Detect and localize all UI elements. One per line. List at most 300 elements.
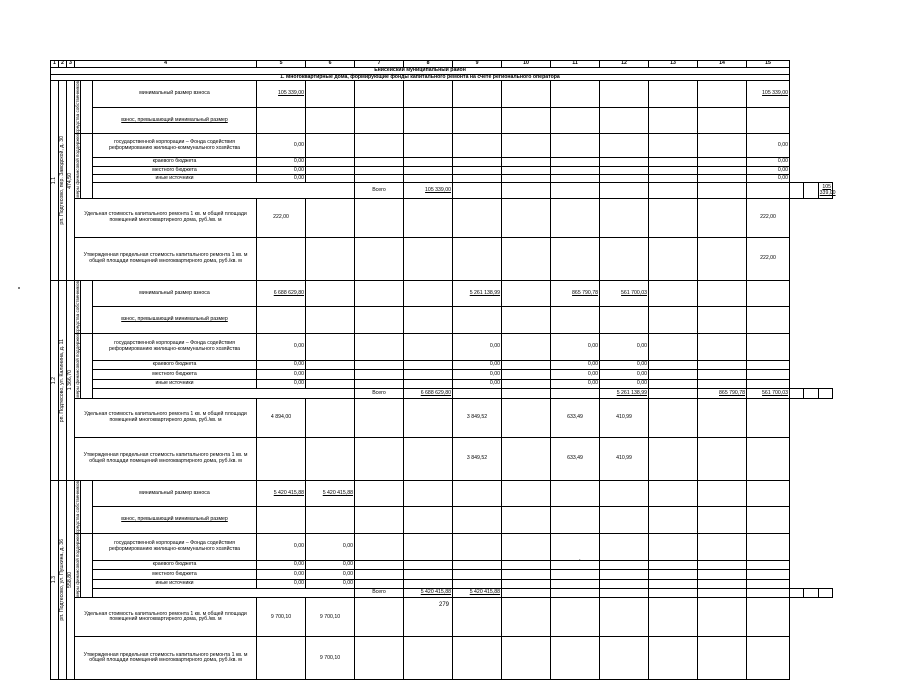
- value-cell: 561 700,03: [600, 280, 649, 307]
- label-cell: Утвержденная предельная стоимость капитального ремонта 1 кв. м общей площади помещений многоквартирного дома, руб./кв. м: [75, 237, 257, 280]
- table-row: [51, 198, 833, 237]
- value-cell: [551, 570, 600, 579]
- value-cell: [502, 637, 551, 680]
- value-cell: 0,00: [453, 370, 502, 379]
- value-cell: 9 700,10: [306, 637, 355, 680]
- value-cell: [453, 560, 502, 569]
- value-cell: [551, 175, 600, 183]
- value-cell: [600, 307, 649, 334]
- value-cell: [404, 134, 453, 158]
- value-cell: [502, 398, 551, 437]
- value-cell: 0,00: [600, 334, 649, 361]
- area-text: 558,80: [67, 572, 73, 588]
- col-header: 5: [257, 61, 306, 68]
- value-cell: [502, 183, 551, 198]
- table-row: [51, 480, 833, 507]
- value-cell: [649, 198, 698, 237]
- table-row: [51, 370, 833, 379]
- value-cell: [404, 198, 453, 237]
- owner-funds-cell: [75, 81, 81, 134]
- value-cell: [551, 107, 600, 134]
- table-row: [51, 533, 833, 560]
- col-header: 12: [600, 61, 649, 68]
- owner-funds-cell: [75, 480, 81, 533]
- value-cell: [649, 158, 698, 166]
- value-cell: [502, 379, 551, 388]
- fin-measures-label: меры финансовой поддержки: [75, 334, 80, 398]
- value-cell: 3 849,52: [453, 398, 502, 437]
- value-cell: [551, 166, 600, 174]
- table-row: [51, 437, 833, 480]
- col-header: 8: [404, 61, 453, 68]
- value-cell: [600, 570, 649, 579]
- value-cell: [453, 198, 502, 237]
- table-row: [51, 280, 833, 307]
- value-cell: [551, 307, 600, 334]
- value-cell: [404, 237, 453, 280]
- label-cell: взнос, превышающий минимальный размер: [93, 107, 257, 134]
- value-cell: [355, 637, 404, 680]
- value-cell: 0,00: [747, 166, 790, 174]
- value-cell: [698, 507, 747, 534]
- label-cell: Утвержденная предельная стоимость капитального ремонта 1 кв. м общей площади помещений многоквартирного дома, руб./кв. м: [75, 637, 257, 680]
- value-cell: [502, 158, 551, 166]
- value-cell: [747, 361, 790, 370]
- value-cell: [404, 175, 453, 183]
- value-cell: [257, 507, 306, 534]
- address-text: рп. Подтесово, пер. Заводской, д. 30: [59, 136, 65, 225]
- value-cell: 0,00: [747, 158, 790, 166]
- value-cell: [698, 237, 747, 280]
- value-cell: [747, 334, 790, 361]
- value-cell: [649, 280, 698, 307]
- area-cell: [67, 480, 75, 680]
- table-row: [51, 588, 833, 597]
- value-cell: [502, 361, 551, 370]
- value-cell: 0,00: [257, 560, 306, 569]
- value-cell: [804, 389, 818, 398]
- value-cell: 0,00: [257, 570, 306, 579]
- value-cell: [502, 107, 551, 134]
- value-cell: [649, 480, 698, 507]
- address-text: рп. Подтесово, ул. Калинина, д. 11: [59, 338, 65, 422]
- value-cell: [804, 588, 818, 597]
- owner-funds-label: средства собственников: [75, 280, 80, 334]
- value-cell: 0,00: [551, 379, 600, 388]
- value-cell: [747, 307, 790, 334]
- value-cell: [355, 307, 404, 334]
- table-row: [51, 570, 833, 579]
- value-cell: [355, 533, 404, 560]
- value-cell: [453, 81, 502, 108]
- value-cell: [306, 107, 355, 134]
- value-cell: [355, 370, 404, 379]
- label-cell: минимальный размер взноса: [93, 81, 257, 108]
- value-cell: [551, 507, 600, 534]
- value-cell: 105 339,00: [747, 81, 790, 108]
- value-cell: [502, 166, 551, 174]
- value-cell: [747, 107, 790, 134]
- value-cell: 105 339,00: [818, 183, 832, 198]
- value-cell: [502, 389, 551, 398]
- col-header: 2: [59, 61, 67, 68]
- label-cell: взнос, превышающий минимальный размер: [93, 507, 257, 534]
- label-cell: минимальный размер взноса: [93, 480, 257, 507]
- value-cell: [355, 437, 404, 480]
- value-cell: [355, 280, 404, 307]
- value-cell: [600, 183, 649, 198]
- value-cell: 105 339,00: [257, 81, 306, 108]
- value-cell: 0,00: [551, 361, 600, 370]
- table-row: [51, 158, 833, 166]
- value-cell: [355, 579, 404, 588]
- value-cell: [257, 237, 306, 280]
- value-cell: [600, 81, 649, 108]
- value-cell: [453, 175, 502, 183]
- value-cell: [355, 166, 404, 174]
- value-cell: [453, 637, 502, 680]
- value-cell: [257, 307, 306, 334]
- value-cell: [453, 598, 502, 637]
- col-header: 1: [51, 61, 59, 68]
- table-row: [51, 379, 833, 388]
- value-cell: [600, 175, 649, 183]
- value-cell: [649, 175, 698, 183]
- value-cell: [404, 107, 453, 134]
- value-cell: [600, 107, 649, 134]
- value-cell: [551, 560, 600, 569]
- col-header: 9: [453, 61, 502, 68]
- row-number: [51, 480, 59, 680]
- col-header: 14: [698, 61, 747, 68]
- value-cell: [502, 334, 551, 361]
- value-cell: [600, 533, 649, 560]
- value-cell: [698, 198, 747, 237]
- label-cell: местного бюджета: [93, 370, 257, 379]
- value-cell: [502, 175, 551, 183]
- label-cell: Всего: [355, 389, 404, 398]
- value-cell: [747, 598, 790, 637]
- label-cell: Всего: [355, 588, 404, 597]
- label-cell: краевого бюджета: [93, 560, 257, 569]
- value-cell: [551, 637, 600, 680]
- value-cell: 0,00: [747, 134, 790, 158]
- value-cell: [551, 579, 600, 588]
- fin-measures-cell: [75, 533, 81, 598]
- stray-mark: .: [579, 556, 581, 562]
- value-cell: [306, 307, 355, 334]
- label-cell: государственной корпорации – Фонда содействия реформированию жилищно-коммунального хозяйства: [93, 533, 257, 560]
- table-row: [51, 107, 833, 134]
- value-cell: 5 420 415,88: [453, 588, 502, 597]
- value-cell: [551, 389, 600, 398]
- value-cell: [355, 81, 404, 108]
- value-cell: [600, 134, 649, 158]
- value-cell: [818, 389, 832, 398]
- value-cell: 3 849,52: [453, 437, 502, 480]
- value-cell: 0,00: [453, 361, 502, 370]
- value-cell: [355, 175, 404, 183]
- value-cell: 5 420 415,88: [404, 588, 453, 597]
- value-cell: [649, 183, 698, 198]
- value-cell: [698, 280, 747, 307]
- value-cell: 6 688 629,80: [404, 389, 453, 398]
- value-cell: [502, 560, 551, 569]
- value-cell: 222,00: [747, 237, 790, 280]
- value-cell: [747, 579, 790, 588]
- value-cell: 0,00: [257, 533, 306, 560]
- value-cell: 0,00: [257, 334, 306, 361]
- value-cell: [453, 107, 502, 134]
- value-cell: [551, 598, 600, 637]
- value-cell: 0,00: [453, 379, 502, 388]
- value-cell: [404, 637, 453, 680]
- value-cell: [355, 379, 404, 388]
- value-cell: [355, 198, 404, 237]
- value-cell: [355, 158, 404, 166]
- value-cell: 222,00: [747, 198, 790, 237]
- value-cell: [649, 134, 698, 158]
- area-text: 1 366,70: [67, 370, 73, 391]
- value-cell: 0,00: [257, 379, 306, 388]
- value-cell: [502, 307, 551, 334]
- label-cell: Утвержденная предельная стоимость капитального ремонта 1 кв. м общей площади помещений многоквартирного дома, руб./кв. м: [75, 437, 257, 480]
- value-cell: 0,00: [257, 370, 306, 379]
- value-cell: [355, 570, 404, 579]
- table-row: [51, 579, 833, 588]
- value-cell: [404, 81, 453, 108]
- value-cell: [355, 507, 404, 534]
- value-cell: [649, 237, 698, 280]
- value-cell: [747, 507, 790, 534]
- value-cell: [649, 560, 698, 569]
- value-cell: [698, 637, 747, 680]
- value-cell: [306, 507, 355, 534]
- value-cell: 0,00: [600, 379, 649, 388]
- table-row: [51, 560, 833, 569]
- col-header: 6: [306, 61, 355, 68]
- value-cell: [747, 370, 790, 379]
- value-cell: [600, 507, 649, 534]
- value-cell: [355, 361, 404, 370]
- value-cell: [698, 437, 747, 480]
- value-cell: [404, 579, 453, 588]
- value-cell: [649, 334, 698, 361]
- value-cell: [649, 533, 698, 560]
- value-cell: [502, 480, 551, 507]
- table-row: [51, 398, 833, 437]
- table-row: [51, 134, 833, 158]
- value-cell: [551, 480, 600, 507]
- subtitle-row: [51, 74, 833, 81]
- value-cell: 633,49: [551, 437, 600, 480]
- value-cell: [698, 379, 747, 388]
- value-cell: 0,00: [257, 175, 306, 183]
- value-cell: [404, 361, 453, 370]
- value-cell: 0,00: [600, 370, 649, 379]
- value-cell: [355, 134, 404, 158]
- value-cell: [306, 361, 355, 370]
- value-cell: 0,00: [747, 175, 790, 183]
- value-cell: [551, 198, 600, 237]
- value-cell: [404, 334, 453, 361]
- value-cell: [502, 598, 551, 637]
- value-cell: [404, 379, 453, 388]
- value-cell: [404, 307, 453, 334]
- value-cell: 0,00: [551, 334, 600, 361]
- section-subtitle: 1. Многоквартирные дома, формирующие фонды капитального ремонта на счете регионального оператора: [51, 74, 790, 81]
- value-cell: [649, 507, 698, 534]
- value-cell: [698, 533, 747, 560]
- value-cell: [600, 480, 649, 507]
- owner-funds-label: средства собственников: [75, 81, 80, 134]
- table-row: [51, 175, 833, 183]
- value-cell: [502, 570, 551, 579]
- value-cell: 0,00: [257, 361, 306, 370]
- value-cell: [698, 307, 747, 334]
- value-cell: [404, 480, 453, 507]
- value-cell: [502, 588, 551, 597]
- table-row: [51, 334, 833, 361]
- value-cell: [649, 437, 698, 480]
- table-row: [51, 389, 833, 398]
- value-cell: [502, 579, 551, 588]
- label-cell: Удельная стоимость капитального ремонта 1 кв. м общей площади помещений многоквартирного дома, руб./кв. м: [75, 198, 257, 237]
- label-cell: Удельная стоимость капитального ремонта 1 кв. м общей площади помещений многоквартирного дома, руб./кв. м: [75, 598, 257, 637]
- value-cell: [453, 166, 502, 174]
- label-cell: минимальный размер взноса: [93, 280, 257, 307]
- value-cell: [404, 398, 453, 437]
- value-cell: [355, 560, 404, 569]
- table-row: [51, 307, 833, 334]
- value-cell: [306, 134, 355, 158]
- value-cell: 410,99: [600, 398, 649, 437]
- value-cell: 633,49: [551, 398, 600, 437]
- label-cell: местного бюджета: [93, 166, 257, 174]
- page-number: 279: [439, 602, 450, 608]
- value-cell: [790, 183, 804, 198]
- col-header: 3: [67, 61, 75, 68]
- value-cell: [306, 379, 355, 388]
- value-cell: [600, 198, 649, 237]
- value-cell: 6 688 629,80: [257, 280, 306, 307]
- value-cell: [257, 107, 306, 134]
- value-cell: [698, 598, 747, 637]
- value-cell: [698, 480, 747, 507]
- district-title: Енисейский муниципальный район: [51, 68, 790, 75]
- value-cell: [747, 398, 790, 437]
- value-cell: [600, 588, 649, 597]
- value-cell: [453, 480, 502, 507]
- owner-funds-label: средства собственников: [75, 480, 80, 533]
- value-cell: [306, 175, 355, 183]
- value-cell: [453, 507, 502, 534]
- value-cell: [551, 183, 600, 198]
- value-cell: [698, 107, 747, 134]
- row-number: [51, 81, 59, 281]
- value-cell: 4 894,00: [257, 398, 306, 437]
- value-cell: [790, 588, 804, 597]
- label-cell: иные источники: [93, 379, 257, 388]
- fin-measures-cell: [75, 134, 81, 199]
- value-cell: [453, 158, 502, 166]
- value-cell: 5 261 138,99: [453, 280, 502, 307]
- table-row: [51, 183, 833, 198]
- value-cell: [649, 579, 698, 588]
- value-cell: [257, 437, 306, 480]
- value-cell: [306, 437, 355, 480]
- label-cell: Всего: [355, 183, 404, 198]
- value-cell: [747, 183, 790, 198]
- value-cell: [698, 361, 747, 370]
- area-cell: [67, 280, 75, 480]
- value-cell: [698, 134, 747, 158]
- value-cell: [306, 370, 355, 379]
- value-cell: [404, 533, 453, 560]
- value-cell: 0,00: [453, 334, 502, 361]
- value-cell: 0,00: [306, 560, 355, 569]
- value-cell: [404, 166, 453, 174]
- value-cell: [698, 588, 747, 597]
- value-cell: 0,00: [257, 579, 306, 588]
- value-cell: [355, 480, 404, 507]
- value-cell: [404, 158, 453, 166]
- value-cell: [747, 533, 790, 560]
- value-cell: [453, 579, 502, 588]
- value-cell: 0,00: [551, 370, 600, 379]
- value-cell: [502, 507, 551, 534]
- value-cell: 0,00: [306, 533, 355, 560]
- value-cell: 0,00: [306, 570, 355, 579]
- area-cell: [67, 81, 75, 281]
- table-row: [51, 361, 833, 370]
- table-row: [51, 81, 833, 108]
- value-cell: [404, 560, 453, 569]
- label-cell: краевого бюджета: [93, 361, 257, 370]
- value-cell: [453, 134, 502, 158]
- value-cell: [551, 81, 600, 108]
- value-cell: 0,00: [600, 361, 649, 370]
- value-cell: [404, 280, 453, 307]
- value-cell: [551, 158, 600, 166]
- row-number: [51, 280, 59, 480]
- value-cell: [502, 370, 551, 379]
- value-cell: [257, 637, 306, 680]
- value-cell: [649, 598, 698, 637]
- value-cell: 105 339,00: [404, 183, 453, 198]
- value-cell: [649, 370, 698, 379]
- value-cell: [698, 570, 747, 579]
- value-cell: [453, 389, 502, 398]
- value-cell: 5 420 415,88: [306, 480, 355, 507]
- value-cell: [502, 437, 551, 480]
- col-header: 4: [75, 61, 257, 68]
- address-cell: [59, 480, 67, 680]
- value-cell: [355, 598, 404, 637]
- fin-measures-label: меры финансовой поддержки: [75, 134, 80, 198]
- value-cell: [502, 533, 551, 560]
- value-cell: 9 700,10: [306, 598, 355, 637]
- value-cell: [502, 280, 551, 307]
- col-header: 11: [551, 61, 600, 68]
- value-cell: [355, 237, 404, 280]
- value-cell: [698, 579, 747, 588]
- value-cell: [306, 280, 355, 307]
- value-cell: [306, 237, 355, 280]
- value-cell: [502, 237, 551, 280]
- value-cell: [306, 81, 355, 108]
- value-cell: [649, 81, 698, 108]
